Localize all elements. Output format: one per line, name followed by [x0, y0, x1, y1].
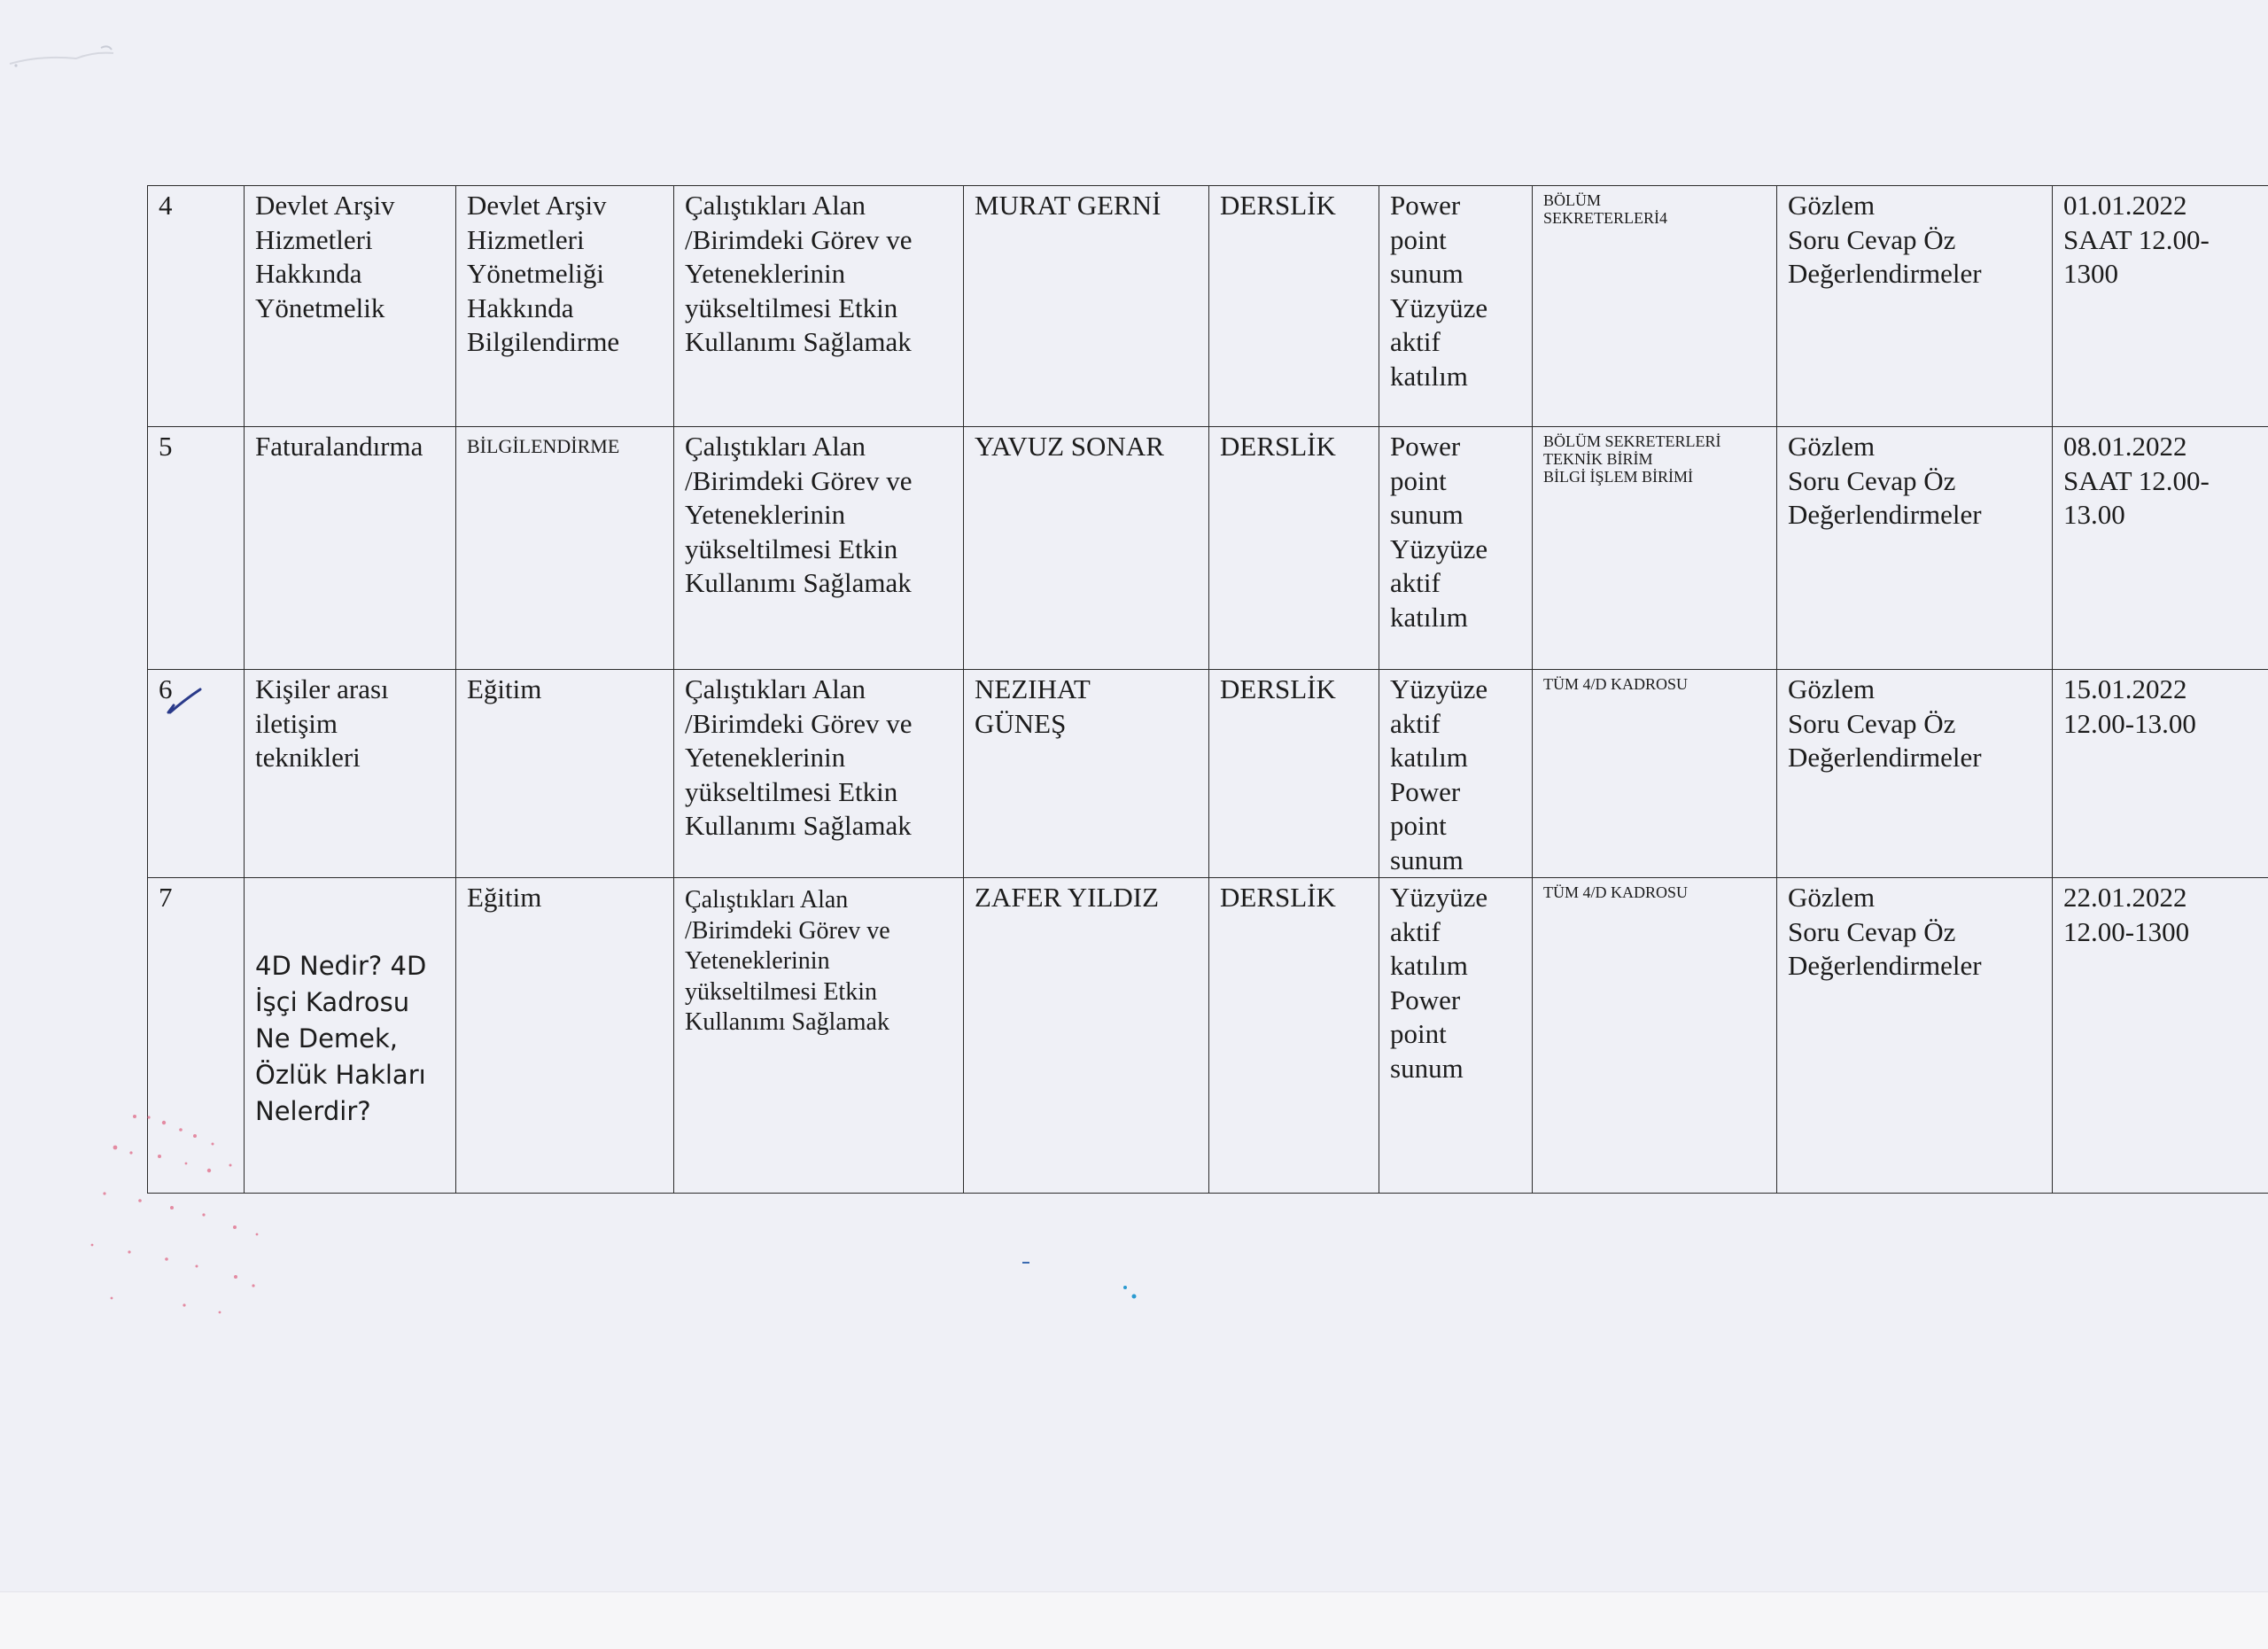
- training-type-cell: BİLGİLENDİRME: [456, 427, 674, 670]
- table-row: [148, 878, 2268, 1194]
- topic-cell: Kişiler arası iletişim teknikleri: [245, 670, 456, 878]
- topic-cell: 4D Nedir? 4D İşçi Kadrosu Ne Demek, Özlük Hakları Nelerdir?: [245, 878, 456, 1194]
- participants-cell: TÜM 4/D KADROSU: [1533, 878, 1777, 1194]
- place-cell: DERSLİK: [1209, 186, 1379, 427]
- evaluation-cell: Gözlem Soru Cevap Öz Değerlendirmeler: [1777, 878, 2053, 1194]
- training-plan-table: [147, 185, 2268, 1194]
- ink-speckles-decoration: [80, 1112, 301, 1334]
- row-number-cell: 5: [148, 427, 245, 670]
- place-cell: DERSLİK: [1209, 427, 1379, 670]
- date-cell: 08.01.2022 SAAT 12.00- 13.00: [2053, 427, 2268, 670]
- row-number-cell: 4: [148, 186, 245, 427]
- ink-dots-decoration: [1019, 1254, 1152, 1307]
- topic-cell: Faturalandırma: [245, 427, 456, 670]
- place-cell: DERSLİK: [1209, 670, 1379, 878]
- method-cell: Power point sunum Yüzyüze aktif katılım: [1379, 427, 1533, 670]
- scan-corner-marks: [5, 39, 120, 74]
- goal-cell: Çalıştıkları Alan /Birimdeki Görev ve Yeteneklerinin yükseltilmesi Etkin Kullanımı Sağlamak: [674, 878, 964, 1194]
- trainer-cell: YAVUZ SONAR: [964, 427, 1209, 670]
- place-cell: DERSLİK: [1209, 878, 1379, 1194]
- trainer-cell: MURAT GERNİ: [964, 186, 1209, 427]
- training-type-cell: Devlet Arşiv Hizmetleri Yönetmeliği Hakkında Bilgilendirme: [456, 186, 674, 427]
- trainer-cell: ZAFER YILDIZ: [964, 878, 1209, 1194]
- participants-cell: BÖLÜM SEKRETERLERİ4: [1533, 186, 1777, 427]
- topic-cell: Devlet Arşiv Hizmetleri Hakkında Yönetmelik: [245, 186, 456, 427]
- row-number-cell: 6: [148, 670, 245, 878]
- method-cell: Yüzyüze aktif katılım Power point sunum: [1379, 878, 1533, 1194]
- evaluation-cell: Gözlem Soru Cevap Öz Değerlendirmeler: [1777, 186, 2053, 427]
- row-number-cell: 7: [148, 878, 245, 1194]
- table-row: [148, 427, 2268, 670]
- date-cell: 22.01.2022 12.00-1300: [2053, 878, 2268, 1194]
- table-row: [148, 186, 2268, 427]
- goal-cell: Çalıştıkları Alan /Birimdeki Görev ve Yeteneklerinin yükseltilmesi Etkin Kullanımı Sağlamak: [674, 670, 964, 878]
- training-type-cell: Eğitim: [456, 670, 674, 878]
- training-type-cell: Eğitim: [456, 878, 674, 1194]
- date-cell: 15.01.2022 12.00-13.00: [2053, 670, 2268, 878]
- goal-cell: Çalıştıkları Alan /Birimdeki Görev ve Yeteneklerinin yükseltilmesi Etkin Kullanımı Sağlamak: [674, 427, 964, 670]
- method-cell: Yüzyüze aktif katılım Power point sunum: [1379, 670, 1533, 878]
- trainer-cell: NEZIHAT GÜNEŞ: [964, 670, 1209, 878]
- method-cell: Power point sunum Yüzyüze aktif katılım: [1379, 186, 1533, 427]
- goal-cell: Çalıştıkları Alan /Birimdeki Görev ve Yeteneklerinin yükseltilmesi Etkin Kullanımı Sağlamak: [674, 186, 964, 427]
- participants-cell: BÖLÜM SEKRETERLERİ TEKNİK BİRİM BİLGİ İŞLEM BİRİMİ: [1533, 427, 1777, 670]
- scan-bottom-edge: [0, 1591, 2268, 1649]
- table-row: [148, 670, 2268, 878]
- date-cell: 01.01.2022 SAAT 12.00- 1300: [2053, 186, 2268, 427]
- handwritten-check-mark-icon: [165, 686, 204, 718]
- evaluation-cell: Gözlem Soru Cevap Öz Değerlendirmeler: [1777, 670, 2053, 878]
- participants-cell: TÜM 4/D KADROSU: [1533, 670, 1777, 878]
- evaluation-cell: Gözlem Soru Cevap Öz Değerlendirmeler: [1777, 427, 2053, 670]
